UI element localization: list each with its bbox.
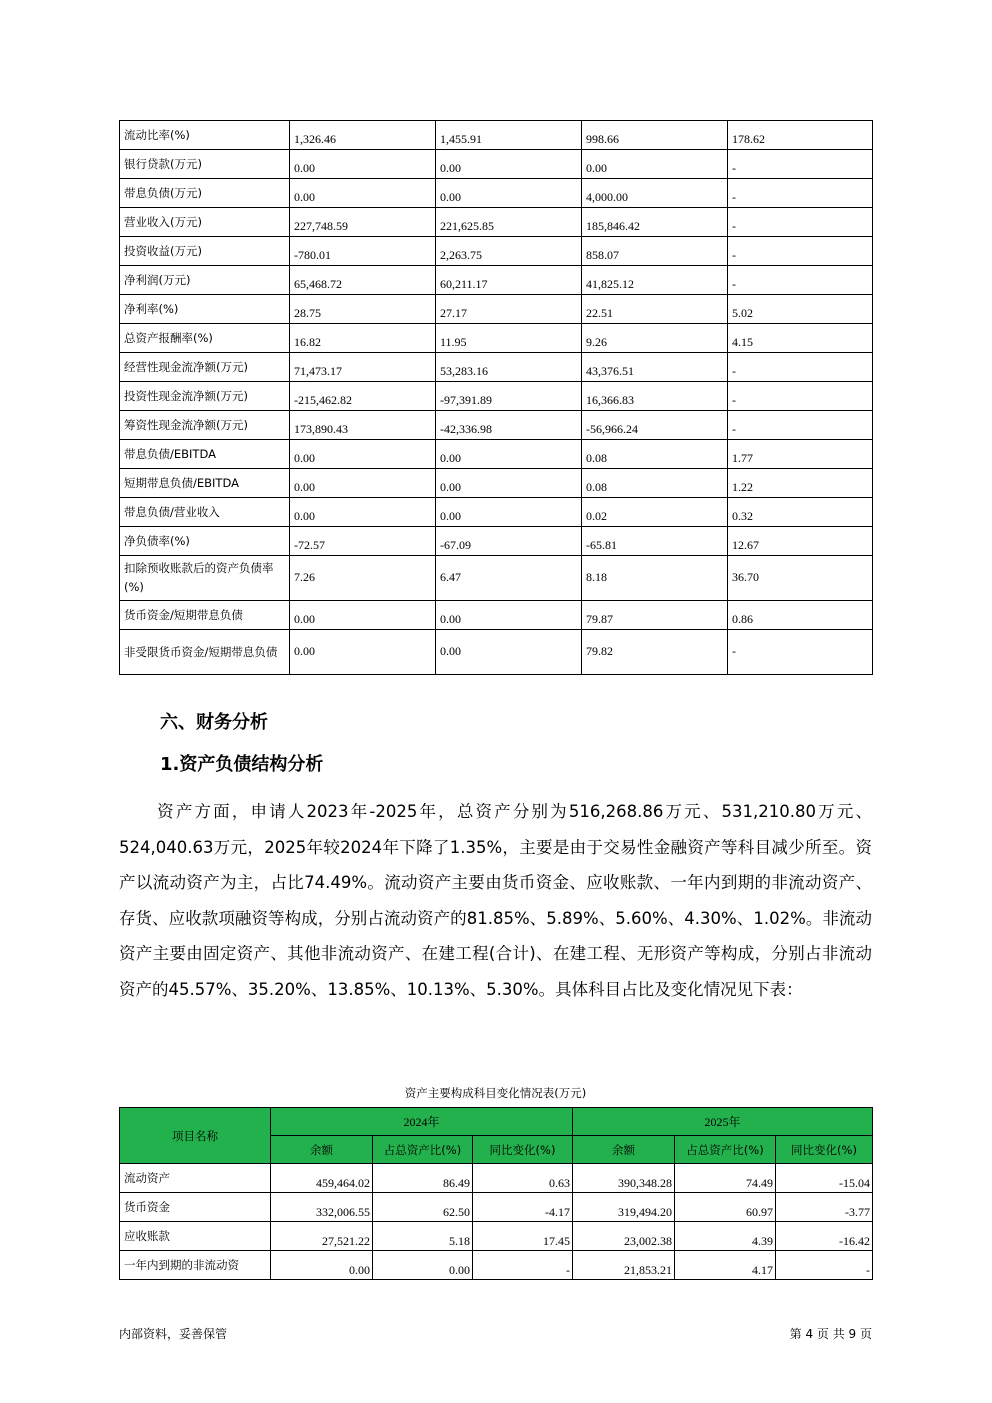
cell-amount: 390,348.28 [573, 1164, 675, 1193]
table-row [120, 295, 873, 324]
cell-value: 4.15 [728, 324, 873, 353]
financial-metrics-table [119, 120, 873, 675]
cell-share: 62.50 [373, 1193, 473, 1222]
cell-value: 16,366.83 [582, 382, 728, 411]
row-label: 营业收入(万元) [120, 208, 290, 237]
cell-change: -16.42 [776, 1222, 873, 1251]
cell-value: 71,473.17 [290, 353, 436, 382]
header-share-2025: 占总资产比(%) [675, 1136, 776, 1164]
row-label: 流动资产 [120, 1164, 271, 1193]
cell-value: 0.00 [436, 498, 582, 527]
section-heading: 六、财务分析 [160, 712, 268, 733]
cell-value: 173,890.43 [290, 411, 436, 440]
cell-value: 79.82 [582, 630, 728, 675]
cell-amount: 459,464.02 [271, 1164, 373, 1193]
cell-value: -215,462.82 [290, 382, 436, 411]
cell-change: -4.17 [473, 1193, 573, 1222]
header-item-name: 项目名称 [120, 1108, 271, 1164]
cell-share: 0.00 [373, 1251, 473, 1280]
analysis-paragraph [119, 794, 872, 1007]
cell-value: - [728, 237, 873, 266]
cell-share: 74.49 [675, 1164, 776, 1193]
table-row [120, 411, 873, 440]
cell-change: - [776, 1251, 873, 1280]
table-row [120, 527, 873, 556]
cell-value: 0.00 [290, 469, 436, 498]
cell-value: 11.95 [436, 324, 582, 353]
cell-value: 8.18 [582, 556, 728, 601]
cell-value: 0.86 [728, 601, 873, 630]
header-change-2025: 同比变化(%) [776, 1136, 873, 1164]
cell-value: 16.82 [290, 324, 436, 353]
table-row [120, 353, 873, 382]
analysis-paragraph-text: 资产方面，申请人2023年-2025年，总资产分别为516,268.86万元、531,210.80万元、524,040.63万元，2025年较2024年下降了1.35%，主要是由于交易性金融资产等科目减少所至。资产以流动资产为主，占比74.49%。流动资产主要由货币资金、应收账款、一年内到期的非流动资产、存货、应收款项融资等构成，分别占流动资产的81.85%、5.89%、5.60%、4.30%、1.02%。非流动资产主要由固定资产、其他非流动资产、在建工程(合计)、在建工程、无形资产等构成，分别占非流动资产的45.57%、35.20%、13.85%、10.13%、5.30%。具体科目占比及变化情况见下表： [119, 802, 872, 999]
table-row [120, 208, 873, 237]
cell-value: - [728, 266, 873, 295]
cell-value: 0.08 [582, 440, 728, 469]
cell-value: 0.02 [582, 498, 728, 527]
cell-amount: 332,006.55 [271, 1193, 373, 1222]
cell-value: 2,263.75 [436, 237, 582, 266]
cell-change: -3.77 [776, 1193, 873, 1222]
cell-value: 5.02 [728, 295, 873, 324]
cell-value: 227,748.59 [290, 208, 436, 237]
cell-value: 0.08 [582, 469, 728, 498]
cell-value: 858.07 [582, 237, 728, 266]
cell-value: 221,625.85 [436, 208, 582, 237]
header-year-2024: 2024年 [271, 1108, 573, 1136]
header-change-2024: 同比变化(%) [473, 1136, 573, 1164]
row-label: 带息负债/EBITDA [120, 440, 290, 469]
cell-value: - [728, 179, 873, 208]
cell-value: 998.66 [582, 121, 728, 150]
header-share-2024: 占总资产比(%) [373, 1136, 473, 1164]
cell-value: - [728, 353, 873, 382]
table-row [120, 1222, 873, 1251]
cell-value: 1,326.46 [290, 121, 436, 150]
cell-value: 0.00 [436, 179, 582, 208]
cell-value: - [728, 630, 873, 675]
cell-value: 185,846.42 [582, 208, 728, 237]
table-row [120, 237, 873, 266]
cell-value: 1.22 [728, 469, 873, 498]
cell-value: 0.00 [290, 150, 436, 179]
cell-value: 0.00 [436, 150, 582, 179]
cell-value: 1,455.91 [436, 121, 582, 150]
row-label: 银行贷款(万元) [120, 150, 290, 179]
cell-value: 9.26 [582, 324, 728, 353]
cell-value: - [728, 411, 873, 440]
table-row [120, 556, 873, 601]
row-label: 流动比率(%) [120, 121, 290, 150]
cell-change: 17.45 [473, 1222, 573, 1251]
cell-value: 1.77 [728, 440, 873, 469]
cell-value: 7.26 [290, 556, 436, 601]
row-label: 净利率(%) [120, 295, 290, 324]
cell-value: -65.81 [582, 527, 728, 556]
table-row [120, 1164, 873, 1193]
table-row [120, 601, 873, 630]
table-row [120, 469, 873, 498]
cell-value: 28.75 [290, 295, 436, 324]
footer-confidential-note: 内部资料，妥善保管 [119, 1327, 228, 1341]
footer-page-number: 第 4 页 共 9 页 [789, 1327, 872, 1341]
cell-value: 22.51 [582, 295, 728, 324]
cell-value: 0.00 [436, 440, 582, 469]
cell-value: - [728, 208, 873, 237]
assets-structure-table [119, 1107, 873, 1280]
cell-value: 0.00 [290, 179, 436, 208]
cell-change: - [473, 1251, 573, 1280]
table-row [120, 179, 873, 208]
cell-value: 41,825.12 [582, 266, 728, 295]
cell-value: 0.00 [290, 630, 436, 675]
table-row [120, 121, 873, 150]
row-label: 筹资性现金流净额(万元) [120, 411, 290, 440]
cell-amount: 319,494.20 [573, 1193, 675, 1222]
cell-value: 79.87 [582, 601, 728, 630]
cell-share: 5.18 [373, 1222, 473, 1251]
row-label: 短期带息负债/EBITDA [120, 469, 290, 498]
cell-value: 12.67 [728, 527, 873, 556]
row-label: 投资性现金流净额(万元) [120, 382, 290, 411]
cell-value: -67.09 [436, 527, 582, 556]
cell-value: 0.00 [582, 150, 728, 179]
cell-value: - [728, 150, 873, 179]
cell-share: 4.17 [675, 1251, 776, 1280]
cell-value: -72.57 [290, 527, 436, 556]
cell-value: -780.01 [290, 237, 436, 266]
row-label: 带息负债/营业收入 [120, 498, 290, 527]
cell-value: 65,468.72 [290, 266, 436, 295]
cell-value: 0.00 [436, 601, 582, 630]
table-row [120, 498, 873, 527]
row-label: 带息负债(万元) [120, 179, 290, 208]
cell-change: -15.04 [776, 1164, 873, 1193]
table-row [120, 266, 873, 295]
row-label: 应收账款 [120, 1222, 271, 1251]
cell-value: 0.00 [436, 469, 582, 498]
row-label: 净利润(万元) [120, 266, 290, 295]
row-label: 净负债率(%) [120, 527, 290, 556]
cell-share: 60.97 [675, 1193, 776, 1222]
cell-value: 0.00 [290, 440, 436, 469]
row-label: 经营性现金流净额(万元) [120, 353, 290, 382]
cell-share: 86.49 [373, 1164, 473, 1193]
header-year-2025: 2025年 [573, 1108, 873, 1136]
table-row [120, 324, 873, 353]
cell-value: 0.00 [290, 498, 436, 527]
subsection-heading: 1.资产负债结构分析 [160, 754, 324, 775]
cell-value: 36.70 [728, 556, 873, 601]
table-row [120, 440, 873, 469]
table-row [120, 1251, 873, 1280]
row-label: 总资产报酬率(%) [120, 324, 290, 353]
cell-value: 4,000.00 [582, 179, 728, 208]
cell-amount: 23,002.38 [573, 1222, 675, 1251]
row-label: 扣除预收账款后的资产负债率(%) [120, 556, 290, 601]
cell-value: 0.00 [436, 630, 582, 675]
cell-value: 53,283.16 [436, 353, 582, 382]
row-label: 货币资金 [120, 1193, 271, 1222]
header-amount-2024: 余额 [271, 1136, 373, 1164]
table-row [120, 150, 873, 179]
cell-value: 6.47 [436, 556, 582, 601]
row-label: 一年内到期的非流动资 [120, 1251, 271, 1280]
cell-amount: 27,521.22 [271, 1222, 373, 1251]
cell-value: 0.00 [290, 601, 436, 630]
cell-change: 0.63 [473, 1164, 573, 1193]
row-label: 非受限货币资金/短期带息负债 [120, 630, 290, 675]
table-row [120, 1193, 873, 1222]
table-row [120, 382, 873, 411]
cell-value: 27.17 [436, 295, 582, 324]
table-caption: 资产主要构成科目变化情况表(万元) [404, 1086, 587, 1100]
row-label: 投资收益(万元) [120, 237, 290, 266]
row-label: 货币资金/短期带息负债 [120, 601, 290, 630]
cell-amount: 0.00 [271, 1251, 373, 1280]
cell-value: 43,376.51 [582, 353, 728, 382]
cell-amount: 21,853.21 [573, 1251, 675, 1280]
cell-value: 60,211.17 [436, 266, 582, 295]
cell-value: -97,391.89 [436, 382, 582, 411]
cell-value: 178.62 [728, 121, 873, 150]
cell-value: -42,336.98 [436, 411, 582, 440]
cell-share: 4.39 [675, 1222, 776, 1251]
cell-value: - [728, 382, 873, 411]
cell-value: -56,966.24 [582, 411, 728, 440]
header-amount-2025: 余额 [573, 1136, 675, 1164]
cell-value: 0.32 [728, 498, 873, 527]
table-row [120, 630, 873, 675]
